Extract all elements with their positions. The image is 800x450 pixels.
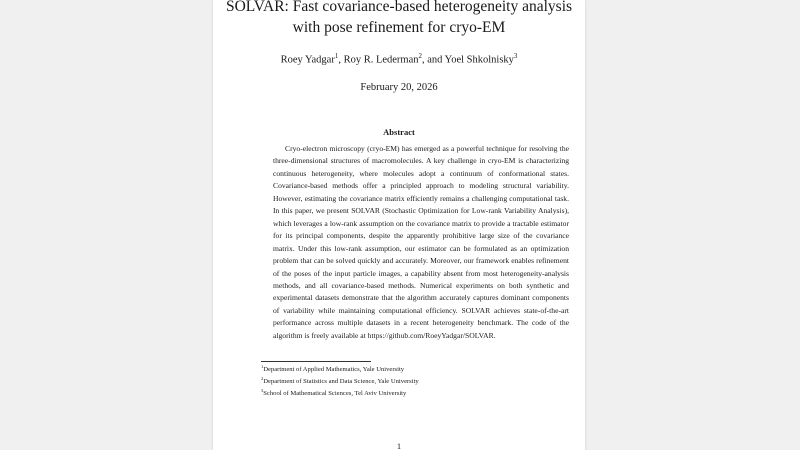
- footnote-text: School of Mathematical Sciences, Tel Aviv University: [263, 390, 407, 398]
- footnote: [261, 363, 551, 375]
- author-name: Yoel Shkolnisky: [444, 54, 514, 66]
- publication-date: February 20, 2026: [360, 82, 438, 93]
- footnote-text: Department of Applied Mathematics, Yale University: [263, 366, 405, 374]
- page-number: 1: [396, 441, 402, 450]
- author-name: Roy R. Lederman: [343, 54, 419, 66]
- paper-title: [213, 0, 585, 38]
- abstract-heading: Abstract: [383, 127, 415, 137]
- footnote-mark: 1: [261, 364, 264, 369]
- title-line-1: SOLVAR: Fast covariance-based heterogeneity analysis: [225, 0, 573, 15]
- footnote: [261, 387, 551, 399]
- affiliation-mark: 3: [513, 52, 518, 60]
- author-separator: ,: [338, 54, 344, 66]
- author-separator: , and: [422, 54, 445, 66]
- affiliation-mark: 1: [334, 52, 339, 60]
- footnote-mark: 2: [261, 375, 264, 381]
- pdf-page: [213, 0, 585, 450]
- footnote-mark: 3: [261, 387, 264, 393]
- footnotes: [261, 363, 551, 399]
- footnote-rule: [261, 361, 371, 362]
- affiliation-mark: 2: [418, 52, 423, 60]
- abstract-body: Cryo-electron microscopy (cryo-EM) has emerged as a powerful technique for resolving the three-dimensional structures of macromolecules. A key challenge in cryo-EM is characterizing continuous heterogeneity, where molecules adopt a continuum of conformational states. Covariance-based methods offer a principled approach to modeling structural variability. However, estimating the covariance matrix efficiently remains a challenging computational task. In this paper, we present SOLVAR (Stochastic Optimization for Low-rank Variability Analysis), which leverages a low-rank assumption on the covariance matrix to provide a tractable estimator for its principal components, despite the apparently prohibitive large size of the covariance matrix. Under this low-rank assumption, our estimator can be formulated as an optimization problem that can be solved quickly and accurately. Moreover, our framework enables refinement of the poses of the input particle images, a capability absent from most heterogeneity-analysis methods, and all covariance-based methods. Numerical experiments on both synthetic and experimental datasets demonstrate that the algorithm accurately captures dominant components of variability while maintaining computational efficiency. SOLVAR achieves state-of-the-art performance across multiple datasets in a recent heterogeneity benchmark. The code of the algorithm is freely available at https://github.com/RoeyYadgar/SOLVAR.: [273, 144, 569, 340]
- author-name: Roey Yadgar: [280, 54, 335, 66]
- footnote-text: Department of Statistics and Data Science, Yale University: [263, 378, 419, 386]
- author-list: [213, 52, 585, 66]
- footnote: [261, 375, 551, 387]
- title-line-2: with pose refinement for cryo-EM: [292, 19, 506, 36]
